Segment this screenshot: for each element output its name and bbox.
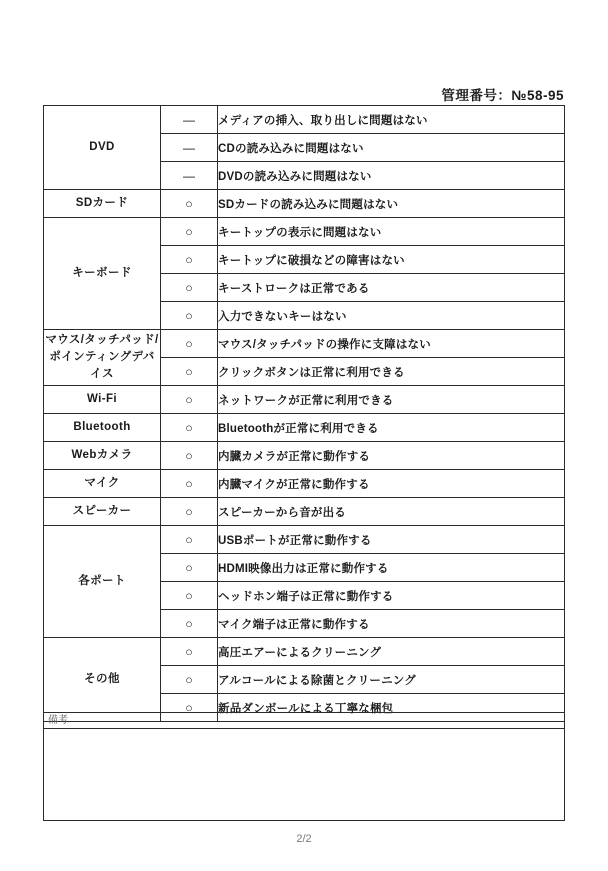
- check-item-description: スピーカーから音が出る: [218, 498, 565, 526]
- category-cell: マイク: [44, 470, 161, 498]
- category-cell: Bluetooth: [44, 414, 161, 442]
- check-item-description: キートップの表示に問題はない: [218, 218, 565, 246]
- check-item-description: CDの読み込みに問題はない: [218, 134, 565, 162]
- table-row: [44, 106, 565, 134]
- category-cell: DVD: [44, 106, 161, 190]
- check-item-description: キートップに破損などの障害はない: [218, 246, 565, 274]
- result-mark-cell[interactable]: [161, 638, 218, 666]
- remarks-label: 備考: [43, 712, 565, 728]
- circle-icon: ○: [185, 560, 193, 575]
- category-cell: 各ポート: [44, 526, 161, 638]
- circle-icon: ○: [185, 364, 193, 379]
- circle-icon: ○: [185, 224, 193, 239]
- table-row: [44, 526, 565, 554]
- dash-icon: —: [183, 168, 195, 183]
- check-item-description: 入力できないキーはない: [218, 302, 565, 330]
- result-mark-cell[interactable]: [161, 442, 218, 470]
- result-mark-cell[interactable]: [161, 162, 218, 190]
- result-mark-cell[interactable]: [161, 246, 218, 274]
- table-row: [44, 442, 565, 470]
- table-row: [44, 386, 565, 414]
- remarks-section: [43, 712, 565, 821]
- result-mark-cell[interactable]: [161, 610, 218, 638]
- table-row: [44, 638, 565, 666]
- circle-icon: ○: [185, 196, 193, 211]
- table-row: [44, 190, 565, 218]
- check-item-description: マイク端子は正常に動作する: [218, 610, 565, 638]
- circle-icon: ○: [185, 280, 193, 295]
- circle-icon: ○: [185, 392, 193, 407]
- category-cell: スピーカー: [44, 498, 161, 526]
- category-cell: Webカメラ: [44, 442, 161, 470]
- check-item-description: 内臓カメラが正常に動作する: [218, 442, 565, 470]
- circle-icon: ○: [185, 448, 193, 463]
- circle-icon: ○: [185, 420, 193, 435]
- category-cell: キーボード: [44, 218, 161, 330]
- check-item-description: HDMI映像出力は正常に動作する: [218, 554, 565, 582]
- category-cell: Wi-Fi: [44, 386, 161, 414]
- result-mark-cell[interactable]: [161, 358, 218, 386]
- check-item-description: アルコールによる除菌とクリーニング: [218, 666, 565, 694]
- circle-icon: ○: [185, 504, 193, 519]
- category-cell: マウス/タッチパッド/ポインティングデバイス: [44, 330, 161, 386]
- check-item-description: マウス/タッチパッドの操作に支障はない: [218, 330, 565, 358]
- result-mark-cell[interactable]: [161, 414, 218, 442]
- table-row: [44, 330, 565, 358]
- circle-icon: ○: [185, 308, 193, 323]
- result-mark-cell[interactable]: [161, 526, 218, 554]
- result-mark-cell[interactable]: [161, 554, 218, 582]
- control-number-label: 管理番号：№58-95: [441, 88, 564, 103]
- result-mark-cell[interactable]: [161, 190, 218, 218]
- result-mark-cell[interactable]: [161, 134, 218, 162]
- result-mark-cell[interactable]: [161, 106, 218, 134]
- circle-icon: ○: [185, 336, 193, 351]
- category-cell: SDカード: [44, 190, 161, 218]
- check-item-description: キーストロークは正常である: [218, 274, 565, 302]
- check-item-description: DVDの読み込みに問題はない: [218, 162, 565, 190]
- dash-icon: —: [183, 112, 195, 127]
- result-mark-cell[interactable]: [161, 498, 218, 526]
- result-mark-cell[interactable]: [161, 274, 218, 302]
- result-mark-cell[interactable]: [161, 330, 218, 358]
- table-row: [44, 498, 565, 526]
- check-item-description: ヘッドホン端子は正常に動作する: [218, 582, 565, 610]
- check-item-description: SDカードの読み込みに問題はない: [218, 190, 565, 218]
- check-item-description: クリックボタンは正常に利用できる: [218, 358, 565, 386]
- circle-icon: ○: [185, 672, 193, 687]
- result-mark-cell[interactable]: [161, 470, 218, 498]
- dash-icon: —: [183, 140, 195, 155]
- check-item-description: 新品ダンボールによる丁寧な梱包: [218, 694, 565, 722]
- check-item-description: Bluetoothが正常に利用できる: [218, 414, 565, 442]
- result-mark-cell[interactable]: [161, 582, 218, 610]
- circle-icon: ○: [185, 700, 193, 715]
- result-mark-cell[interactable]: [161, 666, 218, 694]
- checklist-table: [43, 105, 565, 722]
- check-item-description: ネットワークが正常に利用できる: [218, 386, 565, 414]
- circle-icon: ○: [185, 644, 193, 659]
- circle-icon: ○: [185, 252, 193, 267]
- remarks-input-area[interactable]: [43, 728, 565, 821]
- result-mark-cell[interactable]: [161, 386, 218, 414]
- circle-icon: ○: [185, 616, 193, 631]
- table-row: [44, 414, 565, 442]
- page-number: 2/2: [296, 833, 312, 845]
- checklist-table-body: [44, 106, 565, 722]
- circle-icon: ○: [185, 532, 193, 547]
- result-mark-cell[interactable]: [161, 302, 218, 330]
- check-item-description: メディアの挿入、取り出しに問題はない: [218, 106, 565, 134]
- circle-icon: ○: [185, 588, 193, 603]
- checklist-table-wrapper: [43, 105, 565, 722]
- result-mark-cell[interactable]: [161, 218, 218, 246]
- category-cell: その他: [44, 638, 161, 722]
- check-item-description: 内臓マイクが正常に動作する: [218, 470, 565, 498]
- check-item-description: 高圧エアーによるクリーニング: [218, 638, 565, 666]
- circle-icon: ○: [185, 476, 193, 491]
- table-row: [44, 470, 565, 498]
- check-item-description: USBポートが正常に動作する: [218, 526, 565, 554]
- table-row: [44, 218, 565, 246]
